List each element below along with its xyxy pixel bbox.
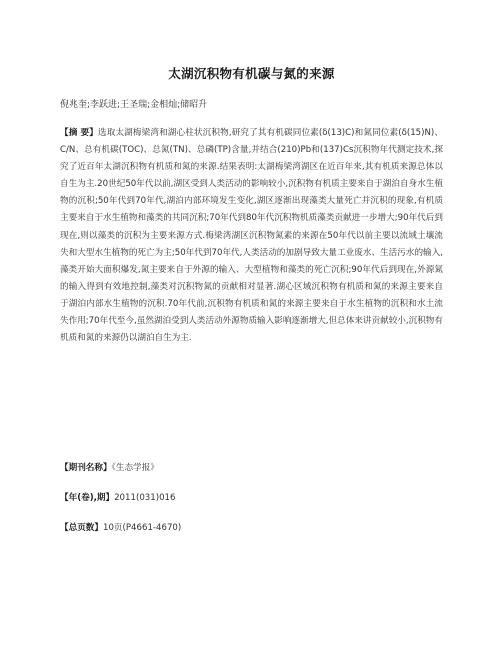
volume-row (60, 491, 175, 503)
abstract-label: 【摘 要】 (60, 128, 99, 138)
volume-label: 【年(卷),期】 (60, 493, 115, 503)
journal-label: 【期刊名称】 (60, 463, 112, 473)
abstract-block (60, 125, 443, 347)
article-title: 太湖沉积物有机碳与氮的来源 (168, 66, 335, 81)
pages-label: 【总页数】 (60, 523, 103, 533)
journal-row (60, 461, 159, 473)
journal-value: 《生态学报》 (111, 463, 159, 473)
pages-row (60, 521, 181, 533)
pages-value: 10页(P4661-4670) (102, 523, 182, 533)
abstract-text: 选取太湖梅梁湾和湖心柱状沉积物,研究了其有机碳同位素(δ(13)C)和氮同位素(δ(15)N)、C/N、总有机碳(TOC)、总氮(TN)、总磷(TP)含量,并结合(210)Pb和(137)Cs沉积物年代测定技术,探究了近百年太湖沉积物有机质和氮的来源.结果表明:太湖梅梁湾湖区在近百年来,其有机质来源总体以自生为主.20世纪50年代以前,湖区受到人类活动的影响较小,沉积物有机质主要来自于湖泊自身水生植物的沉积;50年代到70年代,湖泊内部环境发生变化,湖区逐渐出现藻类大量死亡并沉积的现象,有机质主要来自于水生植物和藻类的共同沉积;70年代到80年代沉积物机质藻类贡献进一步增大;90年代后到现在,则以藻类的沉积为主要来源方式.梅梁湾湖区沉积物氮素的来源在50年代以前主要以流域土壤流失和大型水生植物的死亡为主;50年代到70年代,人类活动的加剧导致大量工业废水、生活污水的输入,藻类开始大面积爆发,氮主要来自于外源的输入、大型植物和藻类的死亡沉积;90年代后到现在,外源氮的输入得到有效地控制,藻类对沉积物氮的贡献相对显著.湖心区域沉积物有机质和氮的来源主要来自于湖泊内部水生植物的沉积.70年代前,沉积物有机质和氮的来源主要来自于水生植物的沉积和水土流失作用;70年代至今,虽然湖泊受到人类活动外源物质输入影响逐渐增大,但总体来讲贡献较小,沉积物有机质和氮的来源仍以湖泊自生为主. (60, 128, 443, 344)
article-authors: 倪兆奎;李跃进;王圣瑞;金相灿;储昭升 (60, 100, 208, 110)
volume-value: 2011(031)016 (114, 493, 176, 503)
